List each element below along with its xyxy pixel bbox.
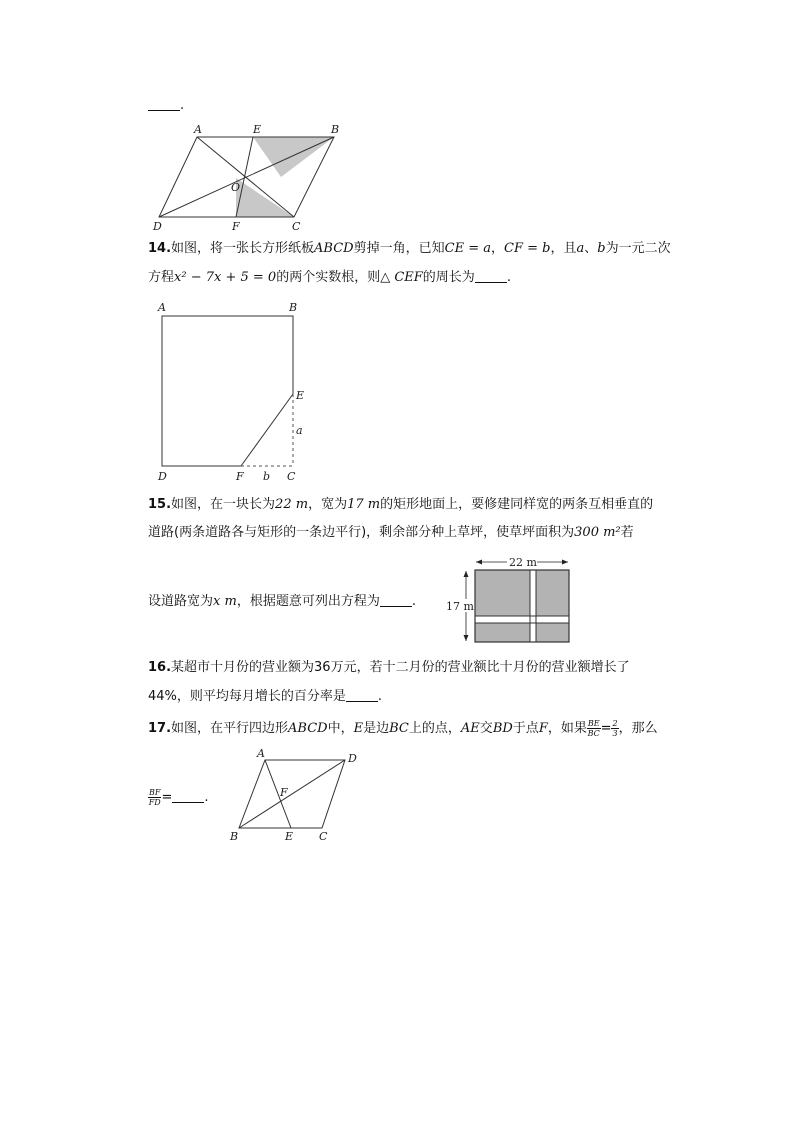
answer-blank [346,689,378,702]
label-E: E [285,830,294,843]
fraction-two-thirds: $\frac{2}{3}$ [612,719,618,738]
label-b: b [263,470,271,483]
q16-line1: 16.某超市十月份的营业额为36万元，若十二月份的营业额比十月份的营业额增长了 [148,660,630,675]
figure-parallelogram-shaded [150,120,340,235]
q17-line1: 17.如图，在平行四边形ABCD中，E是边BC上的点，AE交BD于点F，如果 $\frac{BE}{BC}$ = $\frac{2}{3}$ ，那么 [148,719,658,738]
label-C: C [319,830,328,843]
answer-blank [475,270,507,283]
dimension-label-width: 22 m [509,556,537,569]
lawn-area [475,570,569,642]
answer-blank [380,594,412,607]
figure-parallelogram-abcd [225,745,370,845]
q14-line1: 14.如图，将一张长方形纸板ABCD剪掉一角，已知CE = a，CF = b，且a、b为一元二次 [148,241,671,256]
q14-line2: 方程x² − 7x + 5 = 0的两个实数根，则△ CEF的周长为 . [148,270,511,285]
answer-blank [172,790,204,803]
question-number: 15. [148,497,172,512]
label-a: a [296,424,303,437]
answer-blank [148,98,180,111]
q15-line3: 设道路宽为x m，根据题意可列出方程为 . [148,594,416,609]
label-D: D [153,220,162,233]
label-E: E [253,123,262,136]
label-D: D [348,752,357,765]
q15-line2: 道路(两条道路各与矩形的一条边平行)，剩余部分种上草坪，使草坪面积为300 m²若 [148,525,634,540]
q17-line2: $\frac{BF}{FD}$ = . [148,788,209,807]
label-C: C [287,470,296,483]
road-horizontal [475,616,569,623]
shaded-region-bottom [236,178,294,217]
label-E: E [296,389,305,402]
question-number: 14. [148,241,172,256]
q16-line2: 44%，则平均每月增长的百分率是 . [148,689,383,704]
label-A: A [158,301,166,314]
question-number: 16. [148,660,172,675]
road-vertical [530,570,536,642]
question-number: 17. [148,721,172,736]
label-A: A [194,123,202,136]
fraction-be-bc: $\frac{BE}{BC}$ [587,719,600,738]
dimension-label-height: 17 m [446,600,474,613]
rectangle-outline [162,316,293,466]
label-F: F [280,786,288,799]
label-A: A [257,747,265,760]
equation: x² − 7x + 5 = 0 [174,270,277,285]
label-B: B [331,123,340,136]
label-D: D [158,470,167,483]
label-O: O [231,181,241,194]
label-C: C [292,220,301,233]
label-F: F [236,470,244,483]
q13-answer-line: . [148,97,184,115]
label-B: B [289,301,298,314]
fraction-bf-fd: $\frac{BF}{FD}$ [148,788,161,807]
figure-rectangle-cut-corner [150,298,320,488]
figure-lawn-roads [440,552,575,647]
q15-line1: 15.如图，在一块长为22 m，宽为17 m的矩形地面上，要修建同样宽的两条互相垂直的 [148,497,654,512]
label-B: B [230,830,239,843]
label-F: F [232,220,240,233]
